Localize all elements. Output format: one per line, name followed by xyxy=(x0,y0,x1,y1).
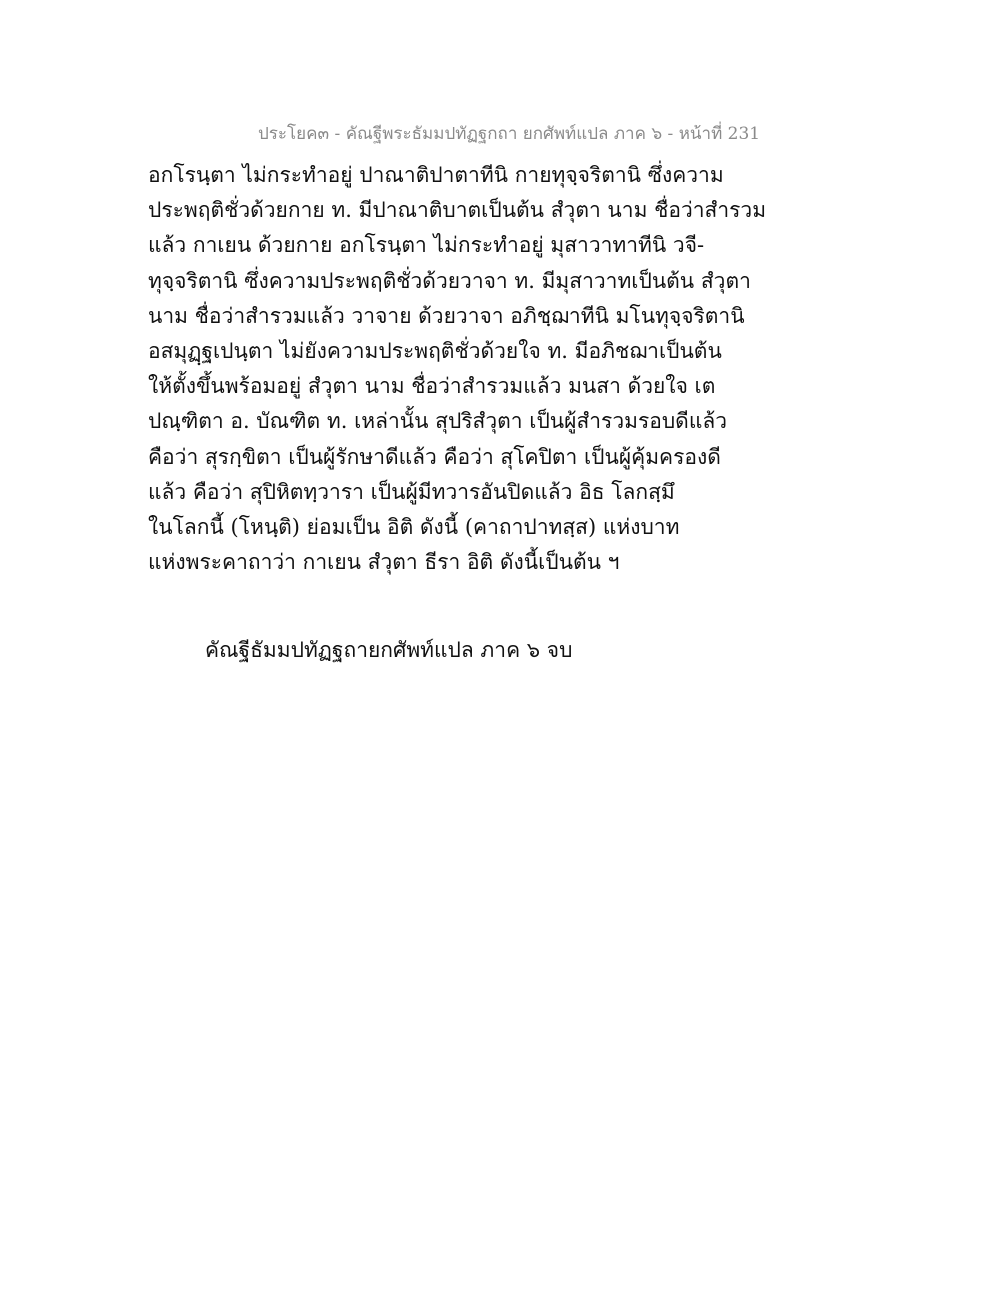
text-line: นาม ชื่อว่าสำรวมแล้ว วาจาย ด้วยวาจา อภิชฺฌาทีนิ มโนทุจฺจริตานิ xyxy=(148,303,745,328)
text-line: ให้ตั้งขึ้นพร้อมอยู่ สํวุตา นาม ชื่อว่าสำรวมแล้ว มนสา ด้วยใจ เต xyxy=(148,374,716,399)
text-line: คือว่า สุรกฺขิตา เป็นผู้รักษาดีแล้ว คือว่า สุโคปิตา เป็นผู้คุ้มครองดี xyxy=(148,444,721,469)
text-line: แล้ว คือว่า สุปิหิตทฺวารา เป็นผู้มีทวารอันปิดแล้ว อิธ โลกสฺมึ xyxy=(148,479,675,504)
text-line: ในโลกนี้ (โหนฺติ) ย่อมเป็น อิติ ดังนี้ (คาถาปาทสฺส) แห่งบาท xyxy=(148,514,680,539)
closing-line: คัณฐีธัมมปทัฏฐถายกศัพท์แปล ภาค ๖ จบ xyxy=(205,638,573,662)
text-line: ทุจฺจริตานิ ซึ่งความประพฤติชั่วด้วยวาจา ท. มีมุสาวาทเป็นต้น สํวุตา xyxy=(148,268,751,293)
text-line: แห่งพระคาถาว่า กาเยน สํวุตา ธีรา อิติ ดังนี้เป็นต้น ฯ xyxy=(148,550,620,575)
text-line: ประพฤติชั่วด้วยกาย ท. มีปาณาติบาตเป็นต้น สํวุตา นาม ชื่อว่าสำรวม xyxy=(148,198,767,223)
text-line: อกโรนฺตา ไม่กระทำอยู่ ปาณาติปาตาทีนิ กายทุจฺจริตานิ ซึ่งความ xyxy=(148,163,724,187)
body-text xyxy=(148,158,767,580)
text-line: อสมุฏฺฐเปนฺตา ไม่ยังความประพฤติชั่วด้วยใจ ท. มีอภิชฌาเป็นต้น xyxy=(148,338,722,363)
text-line: แล้ว กาเยน ด้วยกาย อกโรนฺตา ไม่กระทำอยู่ มุสาวาทาทีนิ วจี- xyxy=(148,233,705,258)
text-line: ปณฺฑิตา อ. บัณฑิต ท. เหล่านั้น สุปริสํวุตา เป็นผู้สำรวมรอบดีแล้ว xyxy=(148,409,728,434)
running-header: ประโยค๓ - คัณฐีพระธัมมปทัฏฐกถา ยกศัพท์แปล ภาค ๖ - หน้าที่ 231 xyxy=(258,124,761,144)
